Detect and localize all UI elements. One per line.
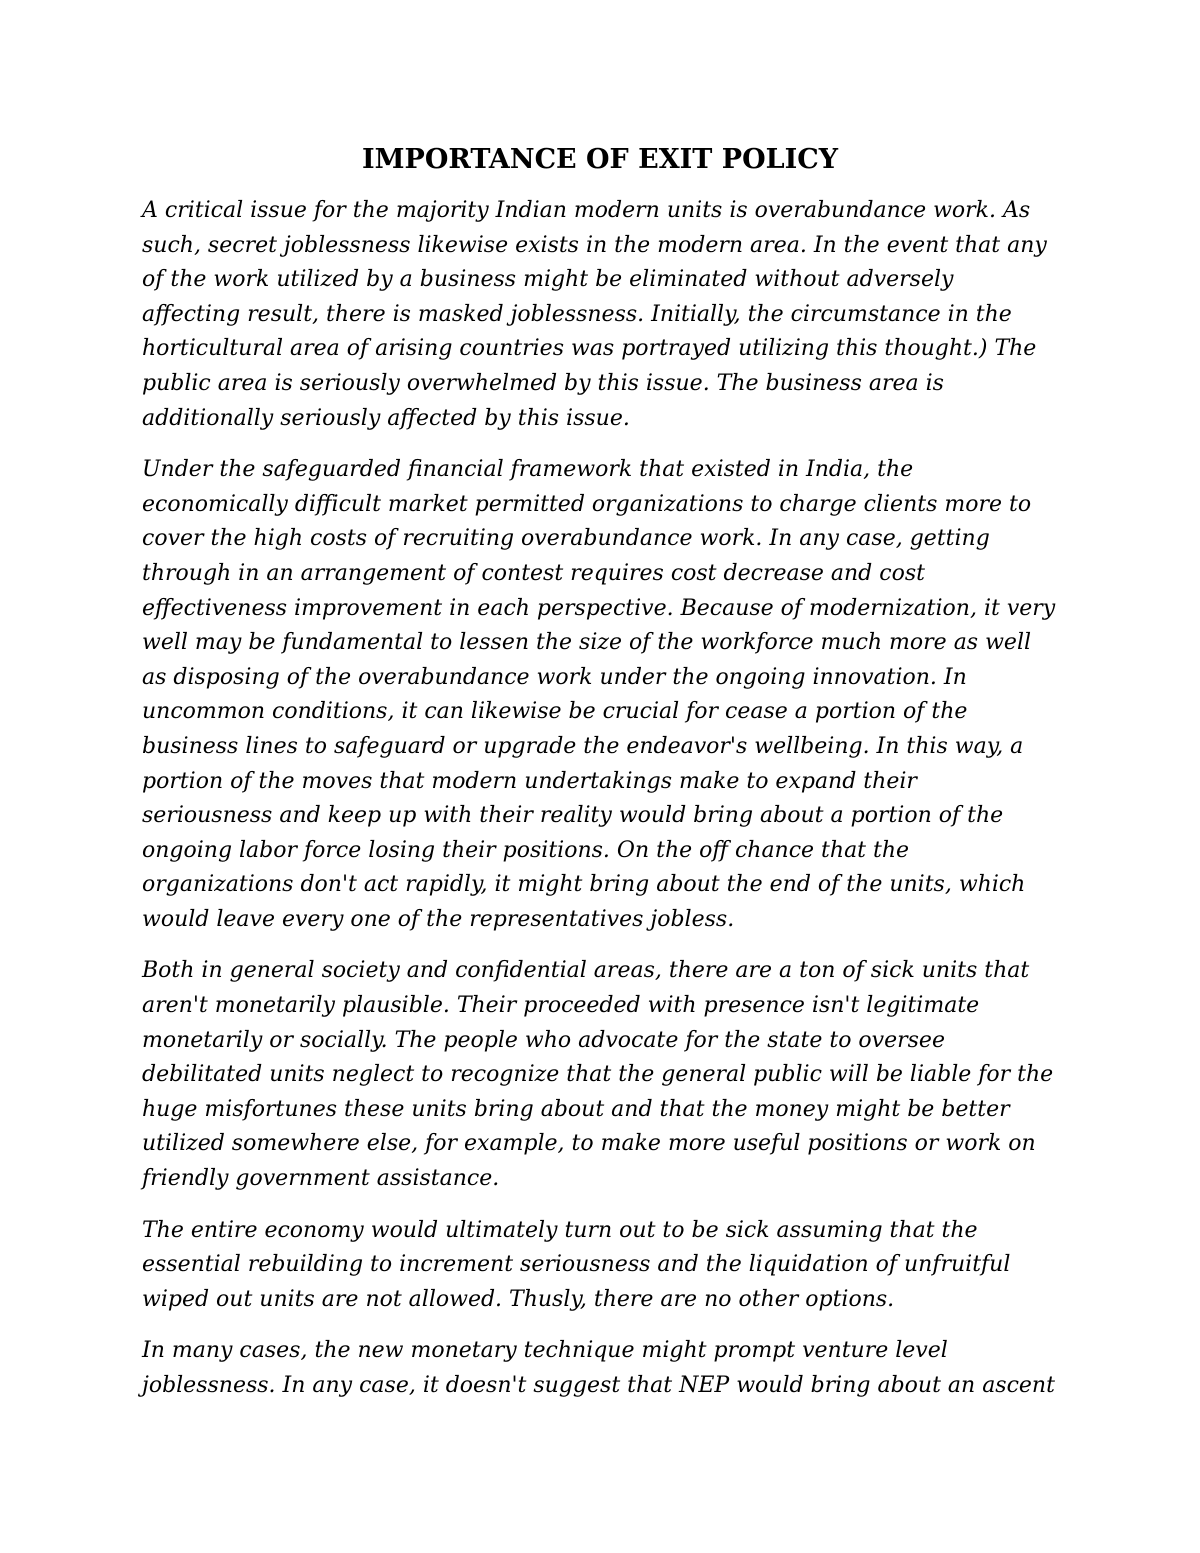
text-line: joblessness. In any case, it doesn't suggest that NEP would bring about an ascent [142, 1373, 1055, 1398]
text-line: essential rebuilding to increment seriousness and the liquidation of unfruitful [142, 1252, 1011, 1278]
text-line: effectiveness improvement in each perspective. Because of modernization, it very [142, 595, 1056, 621]
text-line: affecting result, there is masked joblessness. Initially, the circumstance in the [142, 301, 1012, 327]
text-line: seriousness and keep up with their reality would bring about a portion of the [142, 803, 1004, 829]
text-line: ongoing labor force losing their positions. On the off chance that the [142, 837, 910, 863]
text-line: of the work utilized by a business might be eliminated without adversely [142, 267, 954, 293]
paragraph-5 [142, 1334, 1058, 1403]
text-line: Under the safeguarded financial framework that existed in India, the [142, 457, 914, 483]
paragraph-4 [142, 1214, 1058, 1318]
text-line: friendly government assistance. [142, 1166, 500, 1192]
text-line: monetarily or socially. The people who advocate for the state to oversee [142, 1027, 945, 1053]
paragraph-1 [142, 194, 1058, 436]
text-line: business lines to safeguard or upgrade the endeavor's wellbeing. In this way, a [142, 733, 1024, 759]
text-line: additionally seriously affected by this issue. [142, 405, 630, 431]
text-line: Both in general society and confidential areas, there are a ton of sick units that [142, 958, 1030, 984]
text-line: utilized somewhere else, for example, to make more useful positions or work on [142, 1131, 1036, 1157]
text-line: would leave every one of the representatives jobless. [142, 906, 735, 932]
text-line: public area is seriously overwhelmed by this issue. The business area is [142, 370, 944, 396]
text-line: cover the high costs of recruiting overabundance work. In any case, getting [142, 526, 990, 552]
text-line: debilitated units neglect to recognize that the general public will be liable for the [142, 1062, 1054, 1088]
document-title: IMPORTANCE OF EXIT POLICY [362, 144, 838, 175]
paragraph-3 [142, 954, 1058, 1196]
text-line: uncommon conditions, it can likewise be crucial for cease a portion of the [142, 699, 968, 725]
text-line: huge misfortunes these units bring about and that the money might be better [142, 1096, 1010, 1122]
text-line: A critical issue for the majority Indian modern units is overabundance work. As [142, 198, 1031, 223]
text-line: The entire economy would ultimately turn out to be sick assuming that the [142, 1217, 978, 1243]
text-line: through in an arrangement of contest requires cost decrease and cost [142, 560, 925, 586]
text-line: such, secret joblessness likewise exists in the modern area. In the event that any [142, 232, 1047, 258]
text-line: portion of the moves that modern undertakings make to expand their [142, 768, 917, 794]
text-line: In many cases, the new monetary technique might prompt venture level [142, 1338, 948, 1364]
text-line: as disposing of the overabundance work under the ongoing innovation. In [142, 664, 967, 690]
text-line: aren't monetarily plausible. Their proceeded with presence isn't legitimate [142, 993, 980, 1019]
text-line: horticultural area of arising countries was portrayed utilizing this thought.) The [142, 336, 1037, 362]
text-line: well may be fundamental to lessen the size of the workforce much more as well [142, 630, 1032, 656]
text-line: organizations don't act rapidly, it might bring about the end of the units, which [142, 872, 1026, 898]
paragraph-2 [142, 453, 1058, 937]
text-line: wiped out units are not allowed. Thusly, there are no other options. [142, 1286, 895, 1312]
text-line: economically difficult market permitted organizations to charge clients more to [142, 491, 1032, 517]
